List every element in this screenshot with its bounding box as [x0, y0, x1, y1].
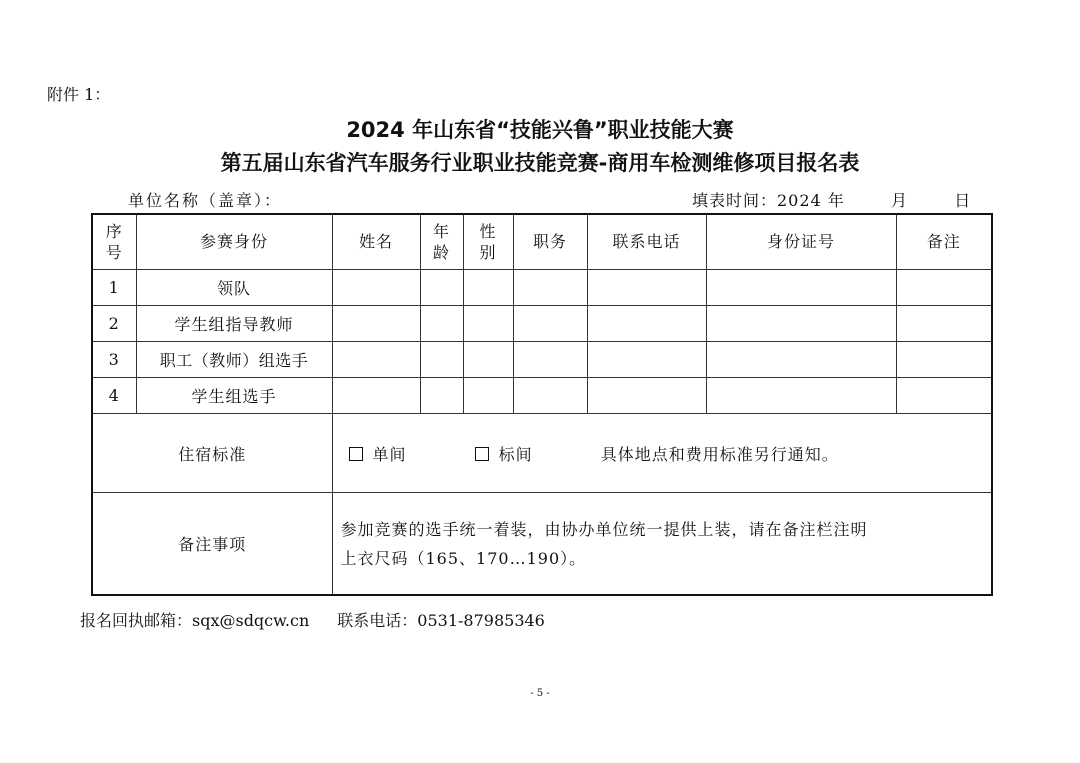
gender-cell[interactable] — [463, 378, 513, 414]
unit-name-label: 单位名称（盖章）： — [128, 191, 283, 210]
row-seq: 3 — [92, 342, 136, 378]
gender-cell[interactable] — [463, 342, 513, 378]
table-row — [92, 342, 992, 378]
row-seq: 2 — [92, 306, 136, 342]
accommodation-options — [332, 414, 992, 493]
phone-cell[interactable] — [587, 378, 706, 414]
accommodation-note: 具体地点和费用标准另行通知。 — [600, 444, 839, 464]
header-id-number: 身份证号 — [706, 214, 896, 270]
header-age: 年 龄 — [420, 214, 463, 270]
checkbox-icon[interactable] — [475, 447, 489, 461]
option-standard-room[interactable] — [475, 442, 533, 465]
name-cell[interactable] — [332, 378, 420, 414]
fill-time-label: 填表时间：2024 年 — [692, 191, 845, 210]
fill-time — [692, 188, 971, 211]
registration-table — [91, 213, 993, 596]
phone-cell[interactable] — [587, 270, 706, 306]
option-standard-label: 标间 — [498, 444, 533, 464]
phone-cell[interactable] — [587, 306, 706, 342]
fill-time-day: 日 — [954, 191, 972, 210]
phone-cell[interactable] — [587, 342, 706, 378]
notes-text-line-1: 参加竞赛的选手统一着装，由协办单位统一提供上装，请在备注栏注明 — [340, 519, 868, 539]
name-cell[interactable] — [332, 342, 420, 378]
page-number: - 5 - — [530, 688, 550, 699]
position-cell[interactable] — [513, 378, 587, 414]
position-cell[interactable] — [513, 342, 587, 378]
table-row — [92, 306, 992, 342]
row-role: 领队 — [136, 270, 332, 306]
remarks-cell[interactable] — [896, 378, 992, 414]
name-cell[interactable] — [332, 306, 420, 342]
notes-label: 备注事项 — [92, 493, 332, 596]
notes-row — [92, 493, 992, 596]
header-seq: 序 号 — [92, 214, 136, 270]
row-seq: 1 — [92, 270, 136, 306]
header-gender: 性 别 — [463, 214, 513, 270]
row-role: 职工（教师）组选手 — [136, 342, 332, 378]
table-row — [92, 270, 992, 306]
header-role: 参赛身份 — [136, 214, 332, 270]
id-number-cell[interactable] — [706, 270, 896, 306]
name-cell[interactable] — [332, 270, 420, 306]
table-row — [92, 378, 992, 414]
remarks-cell[interactable] — [896, 306, 992, 342]
id-number-cell[interactable] — [706, 306, 896, 342]
fill-time-month: 月 — [891, 191, 909, 210]
position-cell[interactable] — [513, 306, 587, 342]
table-header-row — [92, 214, 992, 270]
id-number-cell[interactable] — [706, 378, 896, 414]
age-cell[interactable] — [420, 342, 463, 378]
header-remarks: 备注 — [896, 214, 992, 270]
age-cell[interactable] — [420, 270, 463, 306]
footer-phone: 联系电话：0531-87985346 — [337, 611, 545, 630]
position-cell[interactable] — [513, 270, 587, 306]
gender-cell[interactable] — [463, 306, 513, 342]
title-line-1: 2024 年山东省“技能兴鲁”职业技能大赛 — [346, 118, 734, 142]
header-phone: 联系电话 — [587, 214, 706, 270]
age-cell[interactable] — [420, 378, 463, 414]
header-name: 姓名 — [332, 214, 420, 270]
option-single-room[interactable] — [349, 442, 407, 465]
remarks-cell[interactable] — [896, 342, 992, 378]
notes-text — [332, 493, 992, 596]
footer-email: 报名回执邮箱：sqx@sdqcw.cn — [80, 611, 310, 630]
id-number-cell[interactable] — [706, 342, 896, 378]
header-info-line — [0, 188, 1080, 210]
option-single-label: 单间 — [372, 444, 407, 464]
row-role: 学生组选手 — [136, 378, 332, 414]
footer-contact — [80, 608, 545, 631]
accommodation-label: 住宿标准 — [92, 414, 332, 493]
checkbox-icon[interactable] — [349, 447, 363, 461]
notes-text-line-2: 上衣尺码（165、170…190）。 — [340, 548, 587, 568]
row-role: 学生组指导教师 — [136, 306, 332, 342]
age-cell[interactable] — [420, 306, 463, 342]
row-seq: 4 — [92, 378, 136, 414]
title-line-2: 第五届山东省汽车服务行业职业技能竞赛-商用车检测维修项目报名表 — [220, 151, 860, 175]
remarks-cell[interactable] — [896, 270, 992, 306]
header-position: 职务 — [513, 214, 587, 270]
attachment-label: 附件 1： — [47, 85, 111, 104]
gender-cell[interactable] — [463, 270, 513, 306]
accommodation-row — [92, 414, 992, 493]
